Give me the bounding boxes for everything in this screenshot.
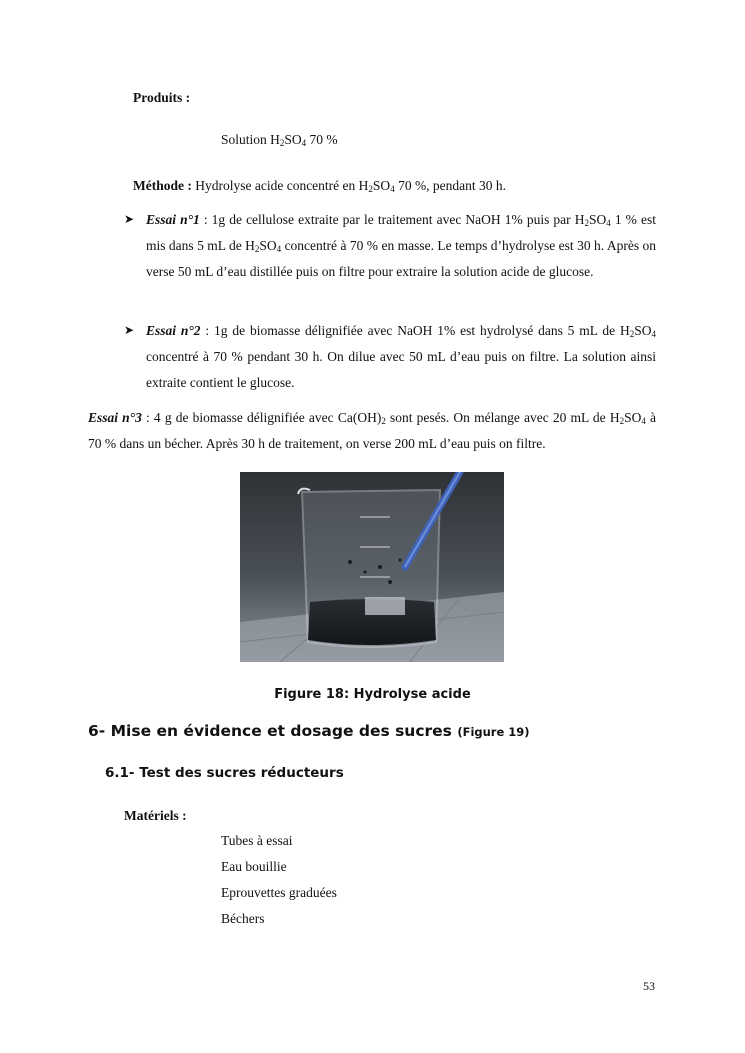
produits-heading: Produits : — [133, 90, 191, 105]
beaker-photo — [240, 472, 504, 662]
arrow-bullet-icon: ➤ — [124, 323, 135, 337]
arrow-bullet-icon: ➤ — [124, 212, 135, 226]
figure-caption: Figure 18: Hydrolyse acide — [274, 687, 471, 702]
section-6-heading: 6- Mise en évidence et dosage des sucres (Figure 19) — [88, 722, 530, 740]
materiels-item: Béchers — [221, 911, 265, 926]
methode-line: Méthode : Hydrolyse acide concentré en $H_2SO_4$ 70 %, pendant 30 h. — [133, 178, 507, 194]
materiels-item: Eprouvettes graduées — [221, 885, 337, 900]
materiels-item: Tubes à essai — [221, 833, 293, 848]
section-6-1-heading: 6.1- Test des sucres réducteurs — [105, 765, 344, 781]
essai-3-paragraph: Essai n°3 : 4 g de biomasse délignifiée avec $Ca(OH)_2$ sont pesés. On mélange avec 20 mL de $H_2SO_4$ à 70 % dans un bécher. Après 30 h de traitement, on verse 200 mL d’eau puis on filtre. — [88, 410, 657, 451]
materiels-heading: Matériels : — [124, 808, 187, 823]
materiels-item: Eau bouillie — [221, 859, 287, 874]
produits-item: Solution $H_2SO_4$ 70 % — [221, 132, 338, 148]
page-number: 53 — [643, 979, 655, 993]
essai-1-paragraph: Essai n°1 : 1g de cellulose extraite par le traitement avec NaOH 1% puis par $H_2SO_4$ 1 % est mis dans 5 mL de $H_2SO_4$ concentré à 70 % en masse. Le temps d’hydrolyse est 30 h. Après on verse 50 mL d’eau distillée puis on filtre pour extraire la solution acide de glucose. — [146, 212, 656, 279]
essai-2-paragraph: Essai n°2 : 1g de biomasse délignifiée avec NaOH 1% est hydrolysé dans 5 mL de $H_2SO_4$ concentré à 70 % pendant 30 h. On dilue avec 50 mL d’eau puis on filtre. La solution ainsi extraite contient le glucose. — [146, 323, 656, 390]
